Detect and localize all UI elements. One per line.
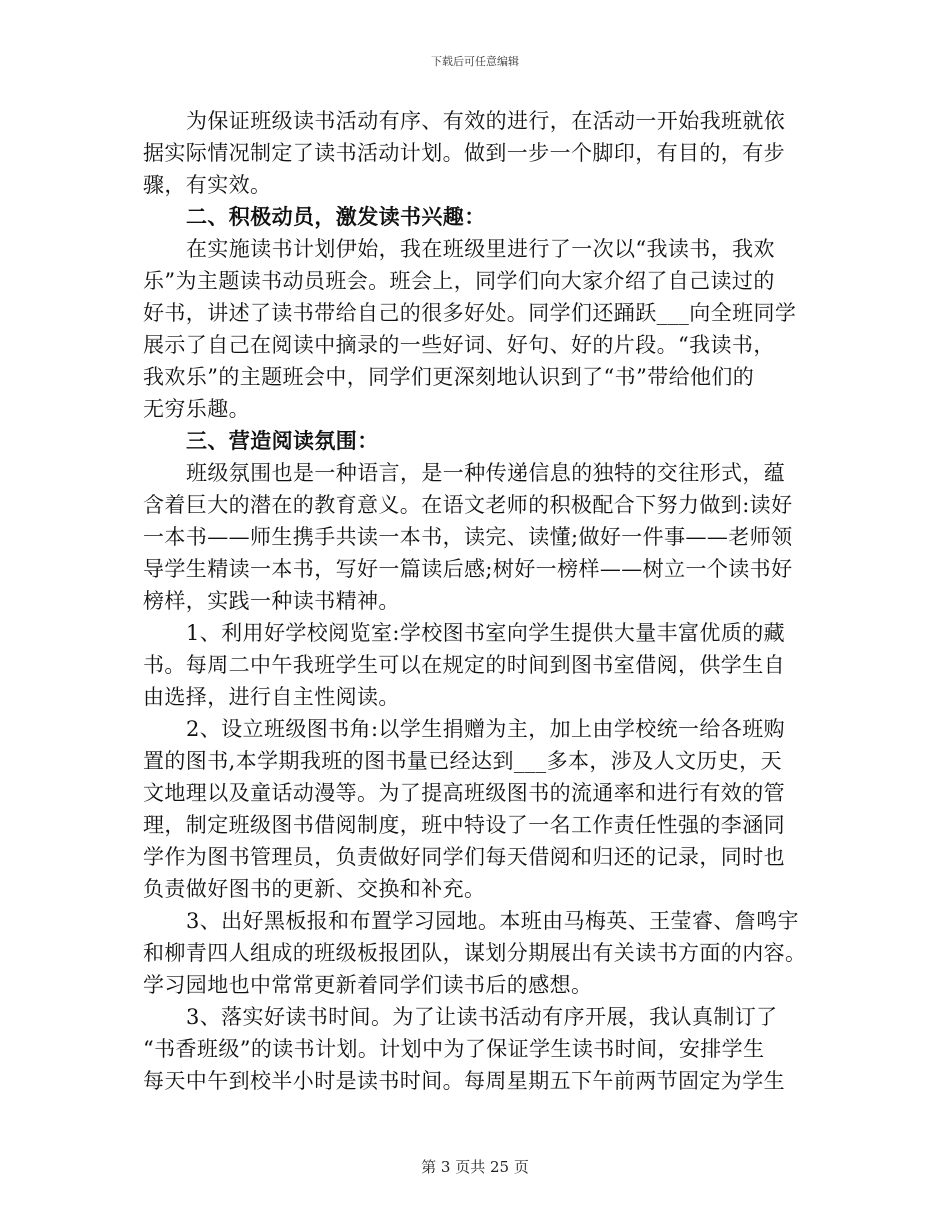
body-line: 含着巨大的潜在的教育意义。在语文老师的积极配合下努力做到:读好: [143, 493, 793, 517]
page-header: 下载后可任意编辑: [431, 55, 519, 68]
body-line: 学习园地也中常常更新着同学们读书后的感想。: [143, 973, 593, 997]
section-heading: 二、积极动员，激发读书兴趣：: [186, 205, 486, 229]
body-line: 3、出好黑板报和布置学习园地。本班由马梅英、王莹睿、詹鸣宇: [186, 909, 799, 933]
body-line: 展示了自己在阅读中摘录的一些好词、好句、好的片段。“我读书，: [143, 333, 775, 357]
body-line: 1、利用好学校阅览室:学校图书室向学生提供大量丰富优质的藏: [186, 621, 786, 645]
body-line: 每天中午到校半小时是读书时间。每周星期五下午前两节固定为学生: [143, 1069, 785, 1093]
body-line: 榜样，实践一种读书精神。: [143, 589, 400, 613]
body-line: 我欢乐”的主题班会中，同学们更深刻地认识到了“书”带给他们的: [143, 365, 755, 389]
body-line: 文地理以及童话动漫等。为了提高班级图书的流通率和进行有效的管: [143, 781, 785, 805]
body-line: 一本书——师生携手共读一本书，读完、读懂;做好一件事——老师领: [143, 525, 793, 549]
body-line: 在实施读书计划伊始，我在班级里进行了一次以“我读书，我欢: [186, 237, 775, 261]
body-line: “书香班级”的读书计划。计划中为了保证学生读书时间，安排学生: [143, 1037, 765, 1061]
body-line: 理，制定班级图书借阅制度，班中特设了一名工作责任性强的李涵同: [143, 813, 785, 837]
body-line: 导学生精读一本书，写好一篇读后感;树好一榜样——树立一个读书好: [143, 557, 793, 581]
document-body: [143, 105, 809, 1097]
body-line: 乐”为主题读书动员班会。班会上，同学们向大家介绍了自己读过的: [143, 269, 775, 293]
page-number: 第 3 页共 25 页: [421, 1158, 529, 1176]
body-line: 和柳青四人组成的班级板报团队，谋划分期展出有关读书方面的内容。: [143, 941, 807, 965]
body-line: 好书，讲述了读书带给自己的很多好处。同学们还踊跃___向全班同学: [143, 301, 797, 325]
body-line: 负责做好图书的更新、交换和补充。: [143, 877, 486, 901]
body-line: 班级氛围也是一种语言，是一种传递信息的独特的交往形式，蕴: [186, 461, 786, 485]
body-line: 无穷乐趣。: [143, 397, 250, 421]
body-line: 2、设立班级图书角:以学生捐赠为主，加上由学校统一给各班购: [186, 717, 786, 741]
body-line: 学作为图书管理员，负责做好同学们每天借阅和归还的记录，同时也: [143, 845, 785, 869]
body-line: 为保证班级读书活动有序、有效的进行，在活动一开始我班就依: [186, 109, 786, 133]
body-line: 3、落实好读书时间。为了让读书活动有序开展，我认真制订了: [186, 1005, 778, 1029]
section-heading: 三、营造阅读氛围：: [186, 429, 379, 453]
body-line: 由选择，进行自主性阅读。: [143, 685, 400, 709]
body-line: 置的图书,本学期我班的图书量已经达到___多本，涉及人文历史，天: [143, 749, 782, 773]
body-line: 骤，有实效。: [143, 173, 272, 197]
body-line: 据实际情况制定了读书活动计划。做到一步一个脚印，有目的，有步: [143, 141, 785, 165]
body-line: 书。每周二中午我班学生可以在规定的时间到图书室借阅，供学生自: [143, 653, 785, 677]
